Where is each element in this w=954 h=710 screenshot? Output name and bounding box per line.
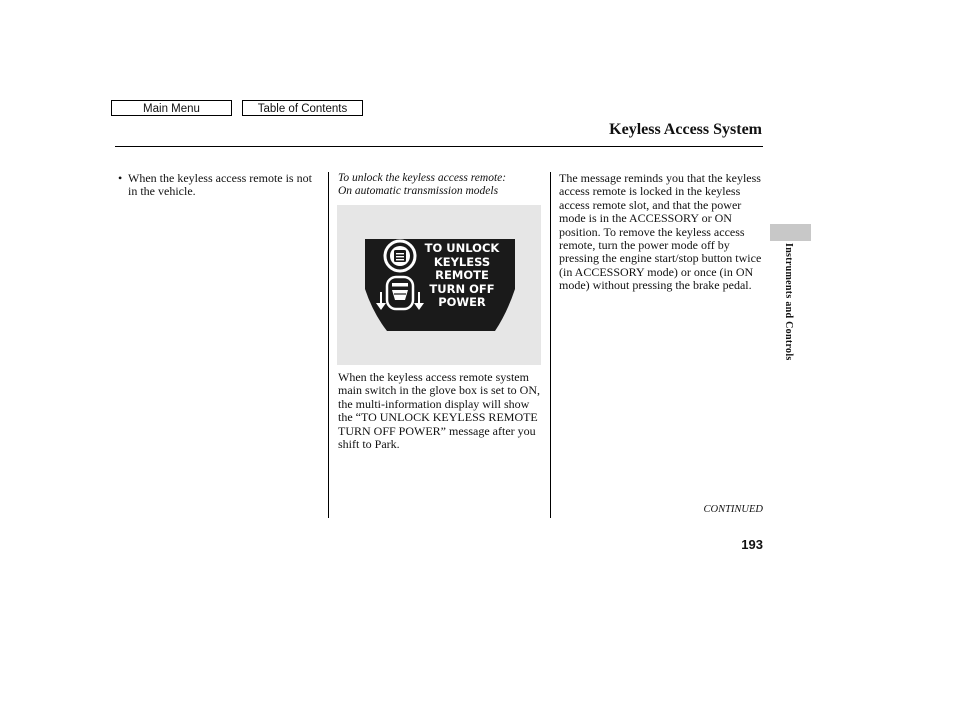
column-divider-left xyxy=(328,172,329,518)
section-label: Instruments and Controls xyxy=(783,243,794,361)
bullet-text: When the keyless access remote is not in the vehicle. xyxy=(128,171,312,199)
display-message-paragraph: When the keyless access remote system main switch in the glove box is set to ON, the multi-information display will show the “TO UNLOCK KEYLESS REMOTE TURN OFF POWER” message after you shift to Park. xyxy=(338,370,540,452)
multi-information-display xyxy=(337,205,541,365)
removal-instructions-paragraph: The message reminds you that the keyless access remote is locked in the keyless access remote slot, and that the power mode is in the ACCESSORY or ON position. To remove the keyless access remote, turn the power mode off by pressing the engine start/stop button twice (in ACCESSORY mode) or once (in ON mode) without pressing the brake pedal. xyxy=(559,171,762,293)
display-line-1: TO UNLOCK xyxy=(424,241,500,255)
display-line-3: REMOTE xyxy=(435,268,489,282)
bullet-item xyxy=(118,172,318,199)
display-line-4: TURN OFF xyxy=(429,282,495,296)
caption-line-1: To unlock the keyless access remote: xyxy=(338,172,507,184)
main-menu-button[interactable]: Main Menu xyxy=(111,100,232,116)
column-divider-right xyxy=(550,172,551,518)
page-number: 193 xyxy=(741,537,763,552)
display-line-2: KEYLESS xyxy=(433,255,491,269)
display-line-5: POWER xyxy=(438,295,486,309)
section-tab-marker xyxy=(770,224,811,241)
page-title: Keyless Access System xyxy=(609,121,762,138)
continued-label: CONTINUED xyxy=(703,504,763,515)
display-illustration xyxy=(337,205,541,365)
table-of-contents-button[interactable]: Table of Contents xyxy=(242,100,363,116)
figure-caption xyxy=(338,172,543,199)
title-divider xyxy=(115,146,763,147)
bullet-symbol: • xyxy=(118,171,123,185)
caption-line-2: On automatic transmission models xyxy=(338,185,499,198)
